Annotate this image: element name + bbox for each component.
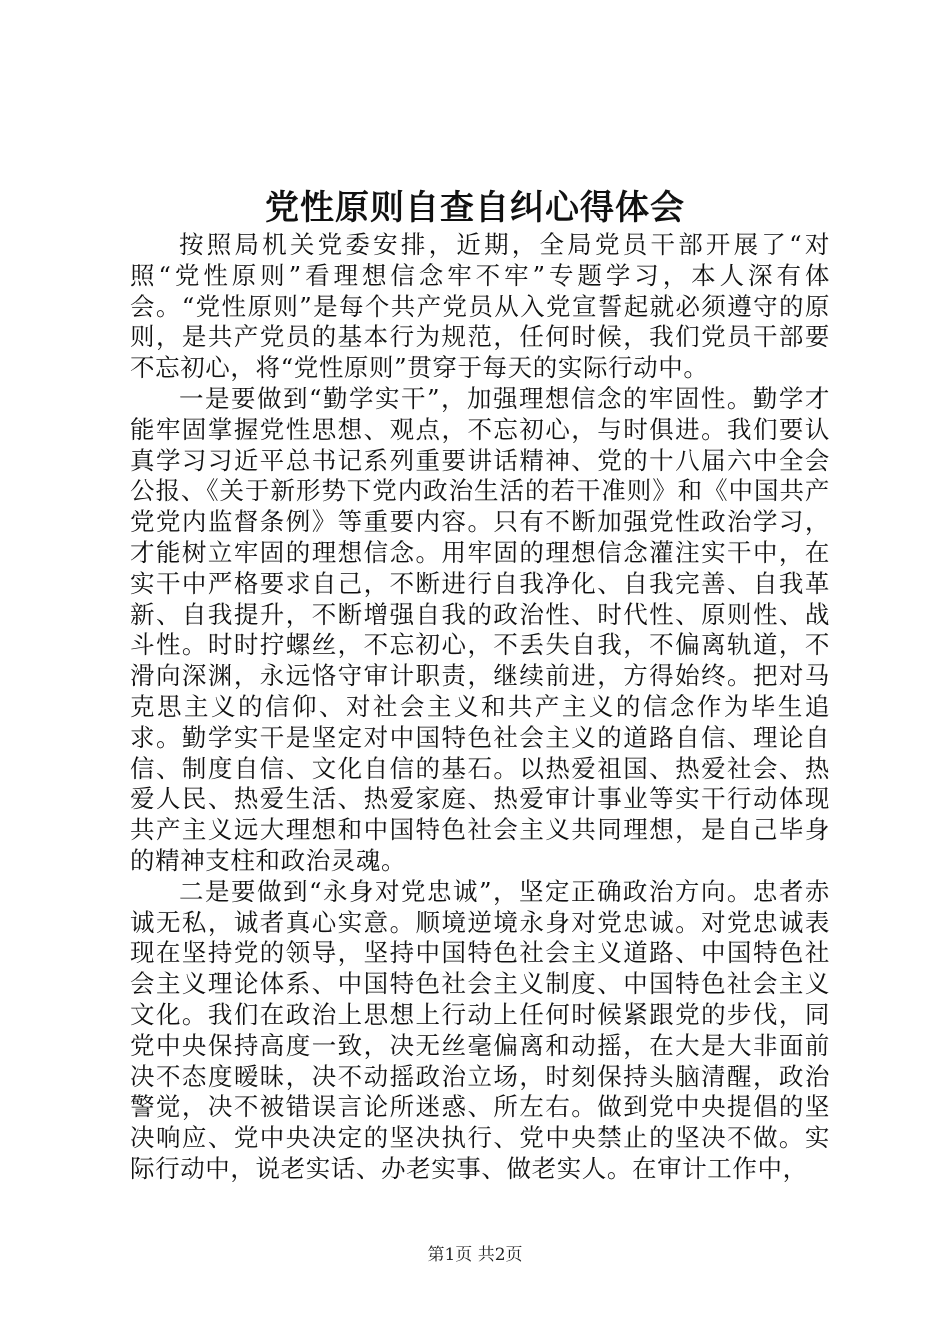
paragraph-intro: 按照局机关党委安排，近期，全局党员干部开展了“对照“党性原则”看理想信念牢不牢”专题学习，本人深有体会。“党性原则”是每个共产党员从入党宣誓起就必须遵守的原则，是共产党员的基本行为规范，任何时候，我们党员干部要不忘初心，将“党性原则”贯穿于每天的实际行动中。 — [130, 230, 830, 383]
paragraph-point-one: 一是要做到“勤学实干”，加强理想信念的牢固性。勤学才能牢固掌握党性思想、观点，不忘初心，与时俱进。我们要认真学习习近平总书记系列重要讲话精神、党的十八届六中全会公报、《关于新形势下党内政治生活的若干准则》和《中国共产党党内监督条例》等重要内容。只有不断加强党性政治学习，才能树立牢固的理想信念。用牢固的理想信念灌注实干中，在实干中严格要求自己，不断进行自我净化、自我完善、自我革新、自我提升，不断增强自我的政治性、时代性、原则性、战斗性。时时拧螺丝，不忘初心，不丢失自我，不偏离轨道，不滑向深渊，永远恪守审计职责，继续前进，方得始终。把对马克思主义的信仰、对社会主义和共产主义的信念作为毕生追求。勤学实干是坚定对中国特色社会主义的道路自信、理论自信、制度自信、文化自信的基石。以热爱祖国、热爱社会、热爱人民、热爱生活、热爱家庭、热爱审计事业等实干行动体现共产主义远大理想和中国特色社会主义共同理想，是自己毕身的精神支柱和政治灵魂。 — [130, 383, 830, 875]
paragraph-point-two: 二是要做到“永身对党忠诚”，坚定正确政治方向。忠者赤诚无私，诚者真心实意。顺境逆境永身对党忠诚。对党忠诚表现在坚持党的领导，坚持中国特色社会主义道路、中国特色社会主义理论体系、中国特色社会主义制度、中国特色社会主义文化。我们在政治上思想上行动上任何时候紧跟党的步伐，同党中央保持高度一致，决无丝毫偏离和动摇，在大是大非面前决不态度暧昧，决不动摇政治立场，时刻保持头脑清醒，政治警觉，决不被错误言论所迷惑、所左右。做到党中央提倡的坚决响应、党中央决定的坚决执行、党中央禁止的坚决不做。实际行动中，说老实话、办老实事、做老实人。在审计工作中， — [130, 876, 830, 1183]
page-number-footer: 第1页 共2页 — [427, 1245, 523, 1265]
document-body — [130, 230, 830, 1185]
document-title: 党性原则自查自纠心得体会 — [265, 188, 685, 228]
